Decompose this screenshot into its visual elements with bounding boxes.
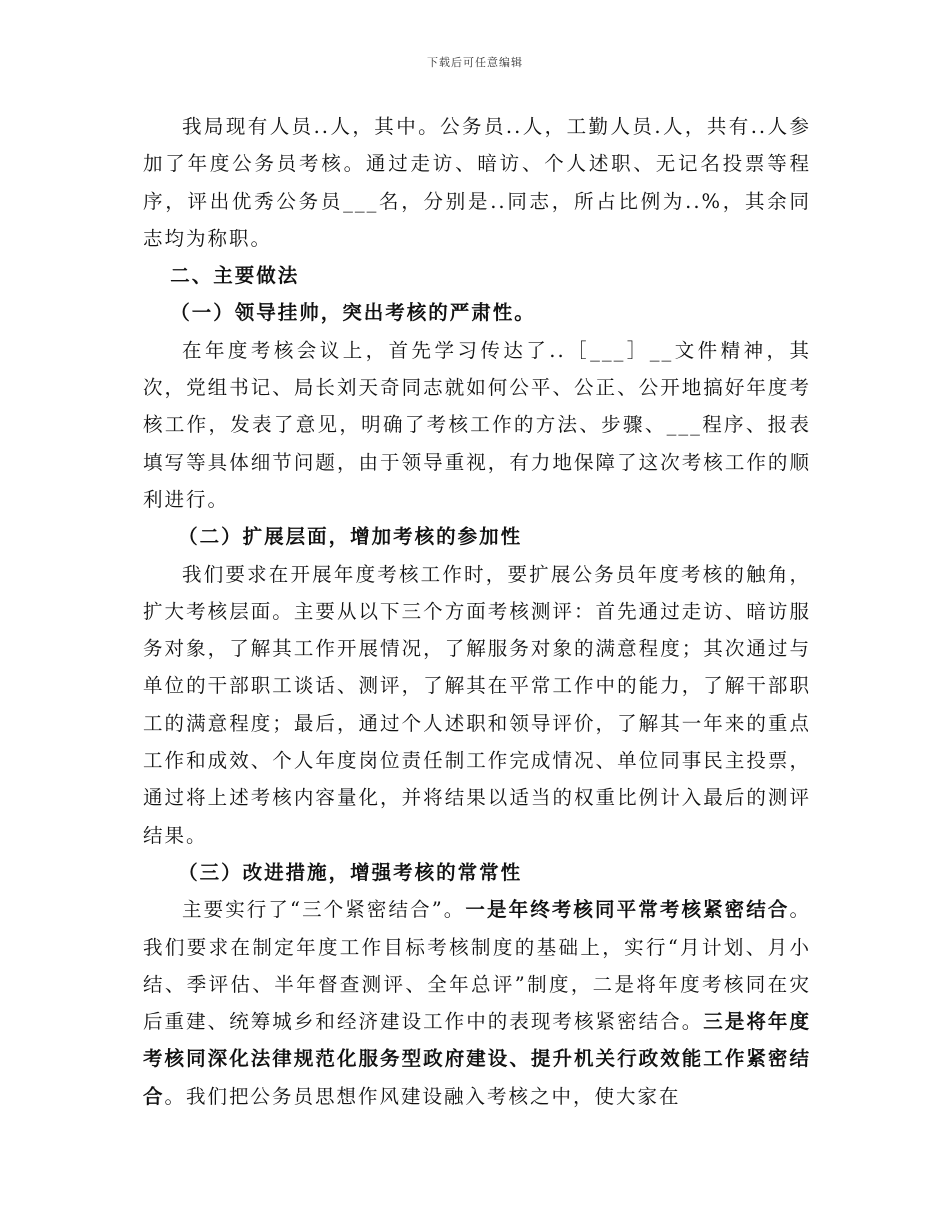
paragraph-staff-overview: 我局现有人员..人，其中。公务员..人，工勤人员.人，共有..人参加了年度公务员考核。通过走访、暗访、个人述职、无记名投票等程序，评出优秀公务员___名，分别是..同志，所占比例为..%，其余同志均为称职。 <box>143 115 811 250</box>
subheading-leadership: （一）领导挂帅，突出考核的严肃性。 <box>170 301 536 325</box>
paragraph-expand-scope: 我们要求在开展年度考核工作时，要扩展公务员年度考核的触角，扩大考核层面。主要从以下三个方面考核测评：首先通过走访、暗访服务对象，了解其工作开展情况，了解服务对象的满意程度；其次通过与单位的干部职工谈话、测评，了解其在平常工作中的能力，了解干部职工的满意程度；最后，通过个人述职和领导评价，了解其一年来的重点工作和成效、个人年度岗位责任制工作完成情况、单位同事民主投票，通过将上述考核内容量化，并将结果以适当的权重比例计入最后的测评结果。 <box>143 562 811 847</box>
section-heading-main-practices: 二、主要做法 <box>170 264 300 288</box>
document-body <box>143 108 811 1115</box>
page-header: 下载后可任意编辑 <box>427 56 523 69</box>
bold-segment-first: 一是年终考核同平常考核紧密结合 <box>465 898 790 922</box>
text-segment: 主要实行了“三个紧密结合”。 <box>182 898 466 922</box>
subheading-improve-measures: （三）改进措施，增强考核的常常性 <box>178 860 523 884</box>
text-segment: 。我们把公务员思想作风建设融入考核之中，使大家在 <box>164 1084 681 1108</box>
text-segment: 。我们要求在制定年度工作目标考核制度的基础上，实行“月计划、月小结、季评估、半年督查测评、全年总评”制度，二是将年度考核同在灾后重建、统筹城乡和经济建设工作中的表现考核紧密结合。 <box>143 898 811 1034</box>
subheading-expand-scope: （二）扩展层面，增加考核的参加性 <box>178 525 523 549</box>
paragraph-improve-measures <box>143 891 811 1115</box>
paragraph-leadership: 在年度考核会议上，首先学习传达了..［___］__文件精神，其次，党组书记、局长刘天奇同志就如何公平、公正、公开地搞好年度考核工作，发表了意见，明确了考核工作的方法、步骤、___程序、报表填写等具体细节问题，由于领导重视，有力地保障了这次考核工作的顺利进行。 <box>143 338 811 511</box>
bold-segment-third: 三是将年度考核同深化法律规范化服务型政府建设、提升机关行政效能工作紧密结合 <box>143 1010 811 1108</box>
